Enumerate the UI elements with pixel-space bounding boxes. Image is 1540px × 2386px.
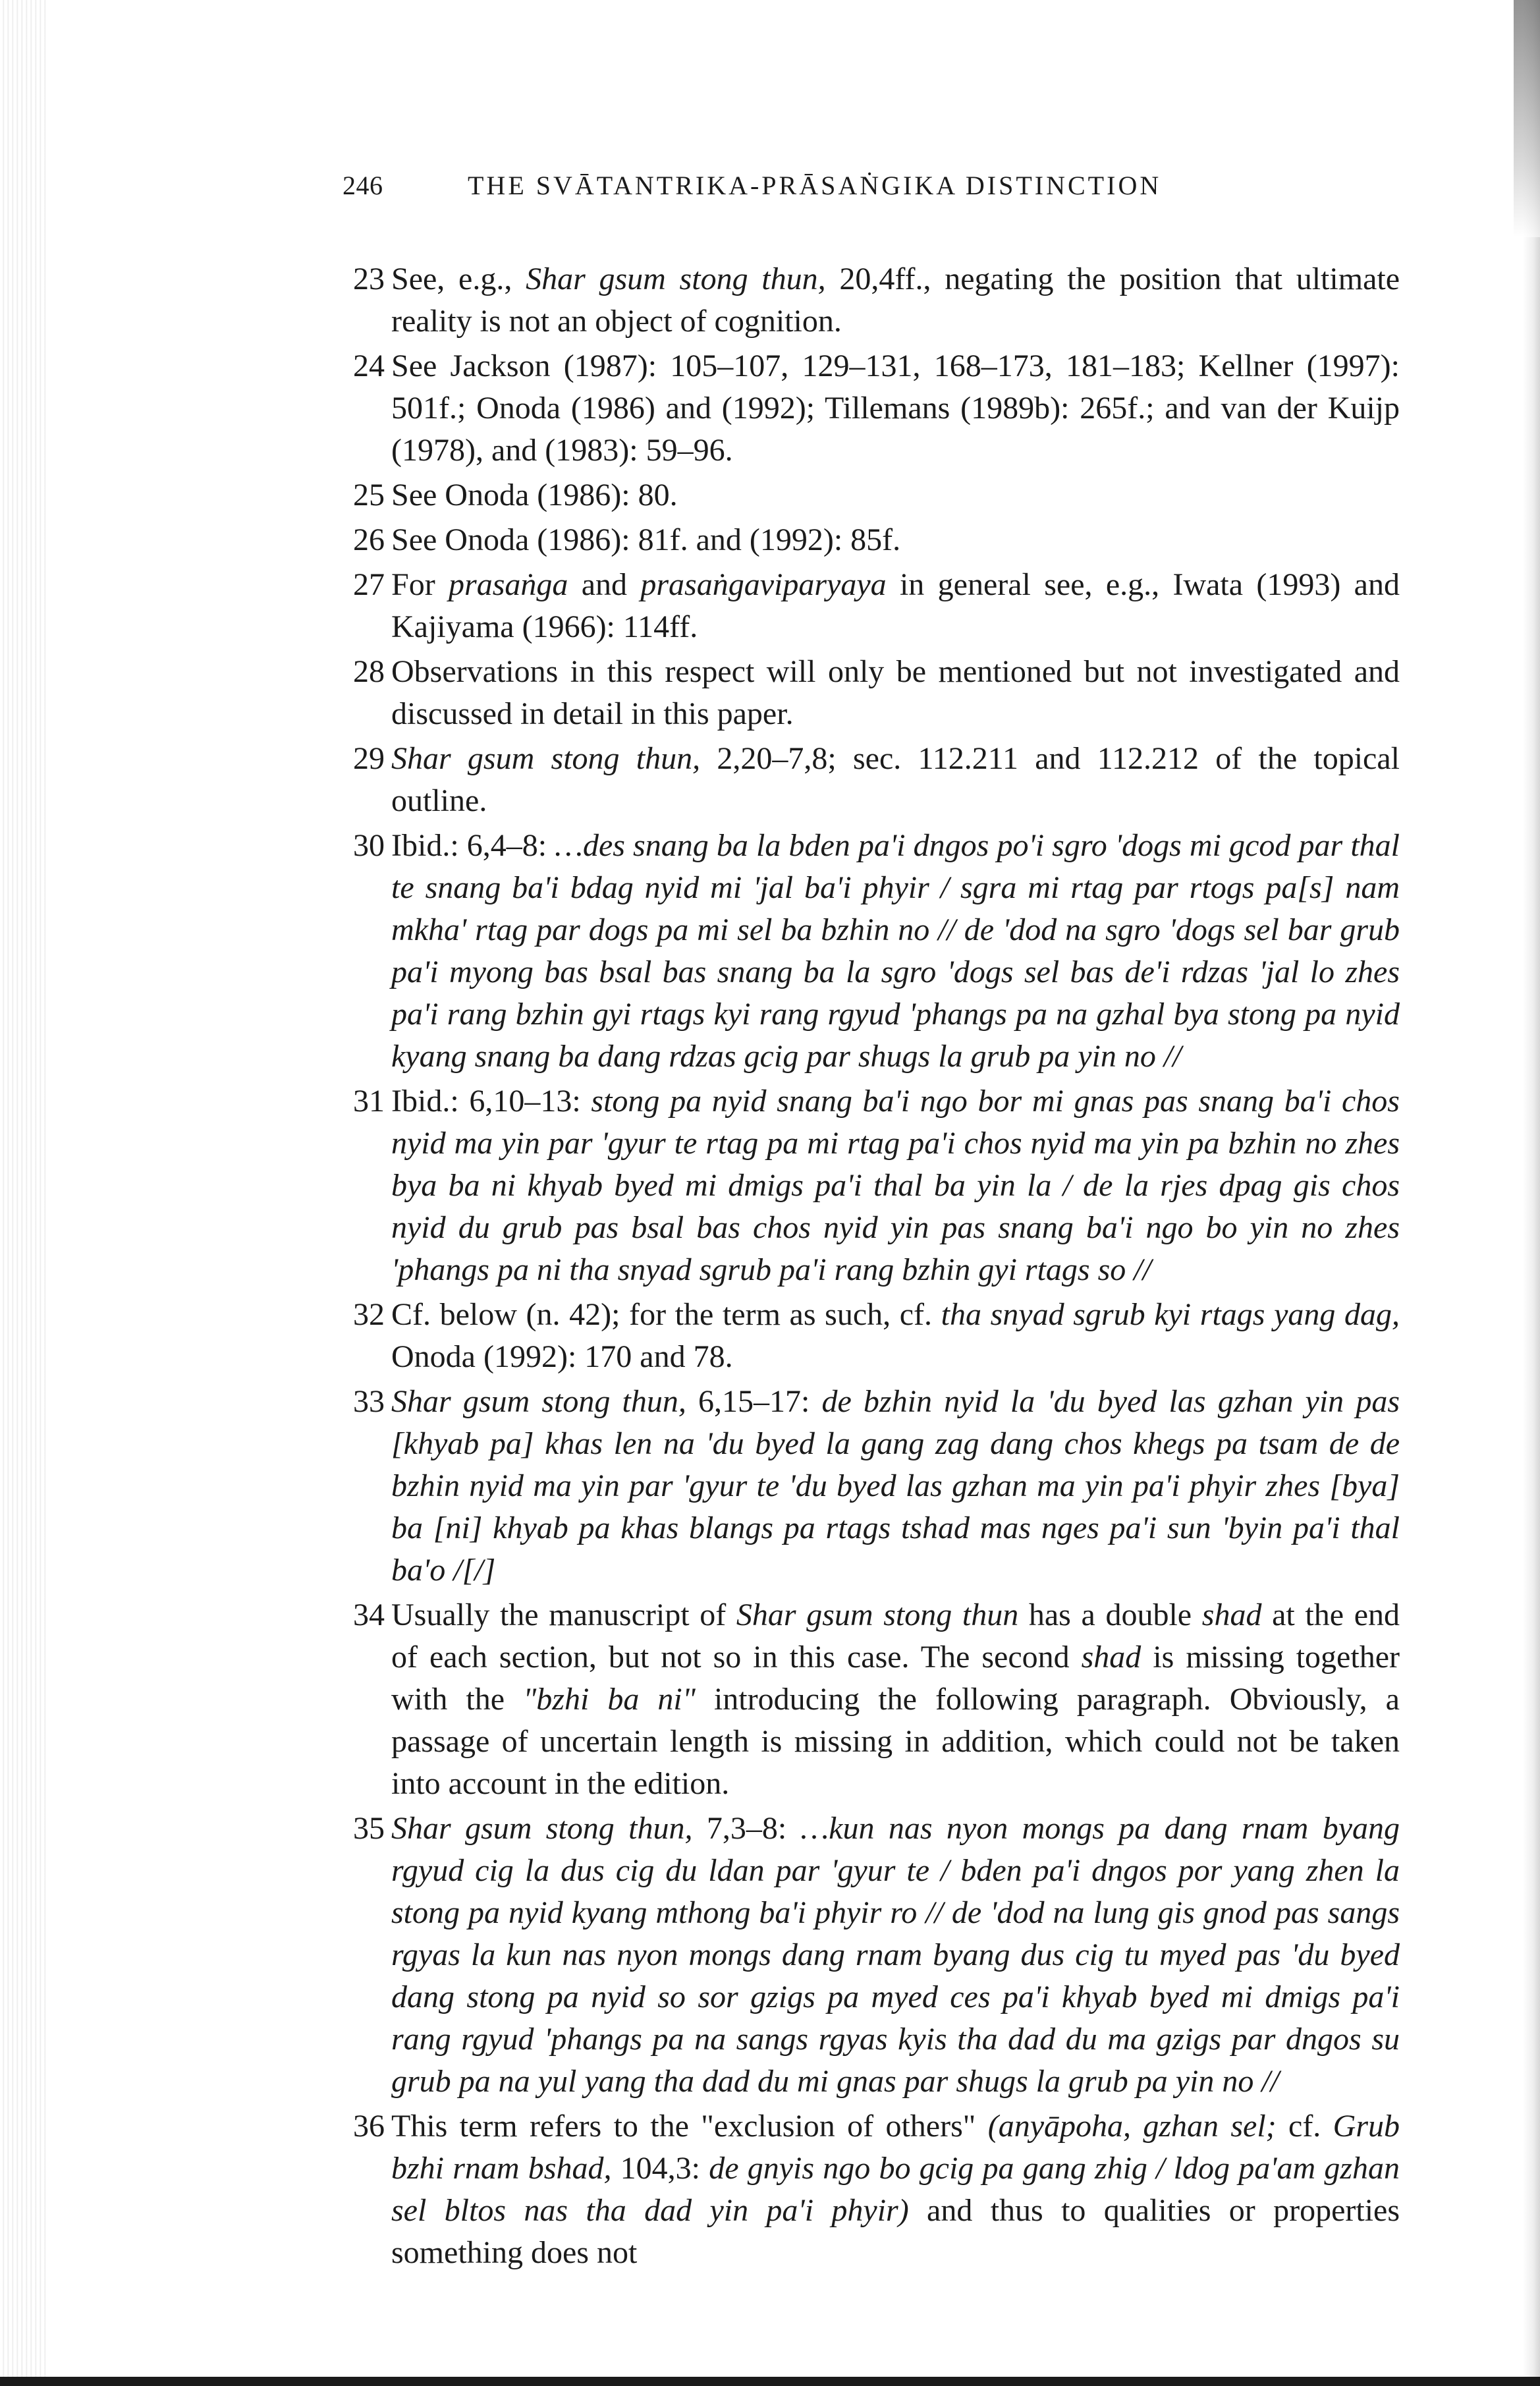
text-segment: and	[568, 567, 641, 602]
footnote-number: 23	[353, 262, 385, 296]
footnote	[353, 1294, 1400, 1378]
text-segment: 104,3:	[611, 2151, 709, 2186]
footnote-number: 28	[353, 654, 385, 689]
text-segment: Ibid.: 6,10–13:	[391, 1084, 591, 1119]
italic-segment: (anyāpoha, gzhan sel;	[987, 2109, 1277, 2144]
footnote-number: 32	[353, 1297, 385, 1332]
text-segment: Onoda (1992): 170 and 78.	[391, 1339, 733, 1374]
italic-segment: tha snyad sgrub kyi rtags yang dag,	[941, 1297, 1400, 1332]
footnotes	[353, 258, 1400, 2277]
text-segment: 20,4ff., negating the position that ultimate reality is not an object of cognition.	[391, 262, 1400, 339]
footnote-text	[391, 1080, 1400, 1291]
footnote-text	[391, 258, 1400, 343]
footnote-text	[391, 738, 1400, 822]
italic-segment: shad	[1201, 1597, 1262, 1632]
text-segment: For	[391, 567, 449, 602]
italic-segment: Grub bzhi rnam bshad,	[391, 2109, 1400, 2186]
italic-segment: Shar gsum stong thun,	[391, 1384, 686, 1419]
text-segment: is missing together with the	[391, 1640, 1400, 1717]
text-segment: Observations in this respect will only be mentioned but not investigated and discussed in detail in this paper.	[391, 654, 1400, 731]
text-segment: 2,20–7,8; sec. 112.211 and 112.212 of the topical outline.	[391, 741, 1400, 818]
footnote	[353, 738, 1400, 822]
footnote-number: 33	[353, 1384, 385, 1419]
text-segment: introducing the following paragraph. Obviously, a passage of uncertain length is missing in addition, which could not be taken into account in the edition.	[391, 1682, 1400, 1801]
running-title: THE SVĀTANTRIKA-PRĀSAṄGIKA DISTINCTION	[468, 171, 1162, 200]
footnote-text	[391, 2105, 1400, 2274]
italic-segment: Shar gsum stong thun,	[391, 741, 701, 776]
text-segment: has a double	[1018, 1597, 1202, 1632]
footnote-text	[391, 1808, 1400, 2103]
footnote	[353, 519, 1400, 561]
footnote-text	[391, 345, 1400, 472]
scan-page-edge	[1523, 0, 1540, 2386]
footnote-number: 27	[353, 567, 385, 602]
footnote-number: 30	[353, 828, 385, 863]
footnote	[353, 345, 1400, 472]
footnote-number: 35	[353, 1811, 385, 1846]
text-segment: 6,15–17:	[686, 1384, 822, 1419]
text-segment: Ibid.: 6,4–8:	[391, 828, 555, 863]
footnote	[353, 651, 1400, 735]
text-segment: Cf. below (n. 42); for the term as such, cf.	[391, 1297, 941, 1332]
footnote-text	[391, 474, 1400, 516]
italic-segment: Shar gsum stong thun,	[391, 1811, 693, 1846]
footnote-number: 34	[353, 1597, 385, 1632]
scan-corner-shadow	[1514, 0, 1540, 237]
footnote-number: 24	[353, 348, 385, 383]
italic-segment: stong pa nyid snang ba'i ngo bor mi gnas pas snang ba'i chos nyid ma yin par 'gyur te rtag pa mi rtag pa'i chos nyid ma yin pa bzhin no zhes bya ba ni khyab byed mi dmigs pa'i thal ba yin la / de la rjes dpag gis chos nyid du grub pas bsal bas chos nyid yin pas snang ba'i ngo bo yin no zhes 'phangs pa ni tha snyad sgrub pa'i rang bzhin gyi rtags so //	[391, 1084, 1400, 1287]
text-segment: See Jackson (1987): 105–107, 129–131, 168–173, 181–183; Kellner (1997): 501f.; Onoda (1986) and (1992); Tillemans (1989b): 265f.; and van der Kuijp (1978), and (1983): 59–96.	[391, 348, 1400, 468]
page-number: 246	[343, 171, 383, 200]
italic-segment: Shar gsum stong thun	[736, 1597, 1019, 1632]
scan-binding-edge	[0, 0, 47, 2386]
footnote	[353, 1080, 1400, 1291]
footnote-text	[391, 825, 1400, 1078]
text-segment: at the end of each section, but not so in this case. The second	[391, 1597, 1400, 1675]
footnote-text	[391, 1294, 1400, 1378]
footnote-number: 31	[353, 1084, 385, 1119]
running-head	[343, 170, 1396, 201]
text-segment: and thus to qualities or properties something does not	[391, 2193, 1400, 2270]
footnote	[353, 1381, 1400, 1592]
footnote-number: 25	[353, 478, 385, 513]
footnote-text	[391, 1381, 1400, 1592]
italic-segment: de gnyis ngo bo gcig pa gang zhig / ldog pa'am gzhan sel bltos nas tha dad yin pa'i phyir)	[391, 2151, 1400, 2228]
footnote-number: 36	[353, 2109, 385, 2144]
footnote-text	[391, 651, 1400, 735]
italic-segment: de bzhin nyid la 'du byed las gzhan yin pas [khyab pa] khas len na 'du byed la gang zag dang chos khegs pa tsam de de bzhin nyid ma yin par 'gyur te 'du byed las gzhan ma yin pa'i phyir zhes [bya] ba [ni] khyab pa khas blangs pa rtags tshad mas nges pa'i sun 'byin pa'i thal ba'o /[/]	[391, 1384, 1400, 1588]
footnote-number: 26	[353, 522, 385, 557]
text-segment: This term refers to the "exclusion of others"	[391, 2109, 988, 2144]
italic-segment: shad	[1081, 1640, 1141, 1675]
footnote	[353, 825, 1400, 1078]
footnote	[353, 1808, 1400, 2103]
text-segment: 7,3–8:	[692, 1811, 801, 1846]
footnote	[353, 2105, 1400, 2274]
text-segment: cf.	[1276, 2109, 1333, 2144]
footnote	[353, 564, 1400, 648]
footnote	[353, 258, 1400, 343]
footnote	[353, 474, 1400, 516]
italic-segment: Shar gsum stong thun,	[526, 262, 826, 296]
scan-bottom-edge	[0, 2377, 1540, 2386]
text-segment: See Onoda (1986): 81f. and (1992): 85f.	[391, 522, 901, 557]
italic-segment: "bzhi ba ni"	[523, 1682, 696, 1717]
text-segment: in general see, e.g., Iwata (1993) and Kajiyama (1966): 114ff.	[391, 567, 1400, 644]
footnote	[353, 1594, 1400, 1805]
italic-segment: prasaṅgaviparyaya	[640, 567, 887, 602]
footnote-number: 29	[353, 741, 385, 776]
footnote-text	[391, 1594, 1400, 1805]
italic-segment: …des snang ba la bden pa'i dngos po'i sgro 'dogs mi gcod par thal te snang ba'i bdag nyid mi 'jal ba'i phyir / sgra mi rtag par rtogs pa[s] nam mkha' rtag par dogs pa mi sel ba bzhin no // de 'dod na sgro 'dogs sel bar grub pa'i myong bas bsal bas snang ba la sgro 'dogs sel bas de'i rdzas 'jal lo zhes pa'i rang bzhin gyi rtags kyi rang rgyud 'phangs pa na gzhal bya stong pa nyid kyang snang ba dang rdzas gcig par shugs la grub pa yin no //	[391, 828, 1400, 1074]
text-segment: See Onoda (1986): 80.	[391, 478, 678, 513]
text-segment: Usually the manuscript of	[391, 1597, 736, 1632]
italic-segment: prasaṅga	[449, 567, 568, 602]
text-segment: See, e.g.,	[391, 262, 526, 296]
italic-segment: …kun nas nyon mongs pa dang rnam byang rgyud cig la dus cig du ldan par 'gyur te / bden pa'i dngos por yang zhen la stong pa nyid kyang mthong ba'i phyir ro // de 'dod na lung gis gnod pas sangs rgyas la kun nas nyon mongs dang rnam byang dus cig tu myed pas 'du byed dang stong pa nyid so sor gzigs pa myed ces pa'i khyab byed mi dmigs pa'i rang rgyud 'phangs pa na sangs rgyas kyis tha dad du ma gzigs par dngos su grub pa na yul yang tha dad du mi gnas par shugs la grub pa yin no //	[391, 1811, 1400, 2099]
footnote-text	[391, 519, 1400, 561]
footnote-text	[391, 564, 1400, 648]
